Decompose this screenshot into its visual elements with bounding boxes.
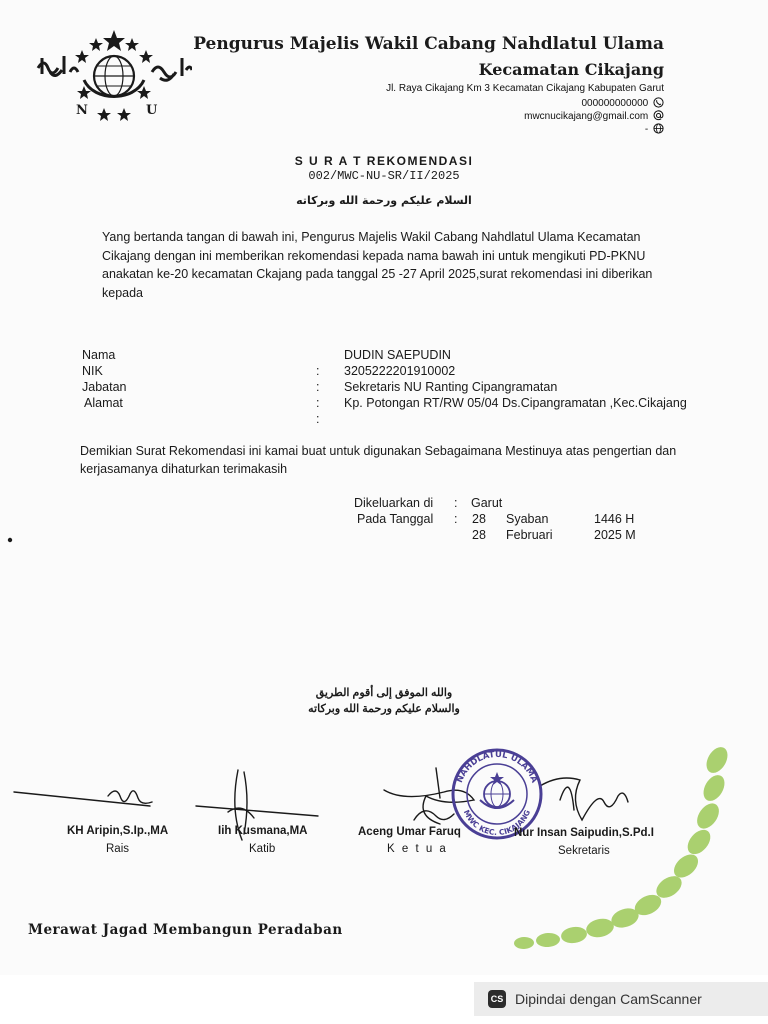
letter-title: S U R A T REKOMENDASI xyxy=(294,154,474,168)
hijri-day: 28 xyxy=(472,512,486,526)
signatory-sekretaris-role: Sekretaris xyxy=(558,845,610,857)
camscanner-watermark xyxy=(474,982,768,1016)
signatory-ketua-name: Aceng Umar Faruq xyxy=(358,826,461,838)
page-speck xyxy=(8,538,12,542)
field-colon-nik: : xyxy=(316,364,320,378)
opening-salam: السلام عليكم ورحمة الله وبركاته xyxy=(296,194,472,207)
motto: Merawat Jagad Membangun Peradaban xyxy=(28,922,343,938)
hijri-month: Syaban xyxy=(506,512,549,526)
logo-letter-n: N xyxy=(76,103,88,118)
issued-place: Garut xyxy=(471,496,503,510)
masehi-day: 28 xyxy=(472,528,486,542)
issued-place-label: Dikeluarkan di xyxy=(354,496,434,510)
issued-place-colon: : xyxy=(454,496,458,510)
signatory-rais-name: KH Aripin,S.Ip.,MA xyxy=(67,825,169,837)
signatory-sekretaris-name: Nur Insan Saipudin,S.Pd.I xyxy=(514,827,654,839)
closing-salam: والسلام عليكم ورحمة الله وبركاته xyxy=(308,703,460,715)
logo-letter-u: U xyxy=(146,103,158,118)
phone-number: 000000000000 xyxy=(581,98,649,109)
field-value-jabatan: Sekretaris NU Ranting Cipangramatan xyxy=(344,380,558,394)
field-colon-jabatan: : xyxy=(316,380,320,394)
intro-paragraph: Yang bertanda tangan di bawah ini, Pengurus Majelis Wakil Cabang Nahdlatul Ulama Kecamatan Cikajang dengan ini memberikan rekomendasi kepada nama bawah ini untuk mengikuti PD-PKNU anakatan ke-20 kecamatan Ckajang pada tanggal 25 -27 April 2025,surat rekomendasi ini diberikan kepada xyxy=(102,230,653,300)
signature-sekretaris xyxy=(540,778,628,820)
signatory-rais-role: Rais xyxy=(106,843,130,855)
issued-date-colon: : xyxy=(454,512,458,526)
issued-date-label: Pada Tanggal xyxy=(357,512,434,526)
org-name: Pengurus Majelis Wakil Cabang Nahdlatul Ulama xyxy=(193,34,664,54)
masehi-year: 2025 M xyxy=(594,528,636,542)
field-label-nik: NIK xyxy=(82,364,103,378)
stamp-bottom-text: MWC KEC. CIKAJANG xyxy=(461,808,533,838)
field-colon-alamat: : xyxy=(316,396,320,410)
stamp-top-text: NAHDLATUL ULAMA xyxy=(454,749,540,785)
field-label-alamat: Alamat xyxy=(84,396,123,410)
signatory-katib-role: Katib xyxy=(249,843,276,855)
signature-rais xyxy=(14,791,152,806)
signatory-ketua-role: K e t u a xyxy=(387,843,448,855)
field-colon-extra: : xyxy=(316,412,320,426)
email-address: mwcnucikajang@gmail.com xyxy=(524,111,649,122)
letter-number: 002/MWC-NU-SR/II/2025 xyxy=(308,169,460,183)
kecamatan-name: Kecamatan Cikajang xyxy=(478,60,664,79)
field-label-nama: Nama xyxy=(82,348,116,362)
field-value-nik: 3205222201910002 xyxy=(344,364,456,378)
green-rope-border xyxy=(514,743,732,949)
address: Jl. Raya Cikajang Km 3 Kecamatan Cikajang Kabupaten Garut xyxy=(386,83,664,94)
official-stamp xyxy=(453,750,541,838)
camscanner-icon: CS xyxy=(488,990,506,1008)
web-address: - xyxy=(644,124,649,135)
hijri-year: 1446 H xyxy=(594,512,635,526)
field-value-alamat: Kp. Potongan RT/RW 05/04 Ds.Cipangramatan ,Kec.Cikajang xyxy=(344,396,687,410)
field-label-jabatan: Jabatan xyxy=(82,380,127,394)
signatory-katib-name: Iih Kusmana,MA xyxy=(218,825,308,837)
closing-doa: والله الموفق إلى أقوم الطريق xyxy=(315,687,453,699)
field-value-nama: DUDIN SAEPUDIN xyxy=(344,348,451,362)
closing-paragraph: Demikian Surat Rekomendasi ini kamai buat untuk digunakan Sebagaimana Mestinuya atas pengertian dan kerjasamanya dihaturkan terimakasih xyxy=(80,444,677,476)
masehi-month: Februari xyxy=(506,528,553,542)
camscanner-text: Dipindai dengan CamScanner xyxy=(515,991,702,1007)
